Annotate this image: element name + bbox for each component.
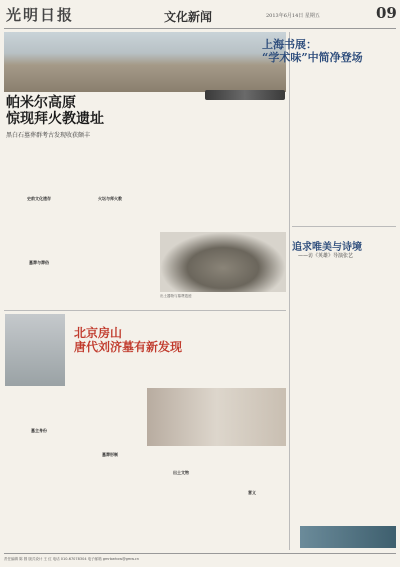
pamir-headline-line1: 帕米尔高原	[6, 95, 76, 111]
beijing-body-col1	[5, 390, 73, 550]
pamir-headline-line2: 惊现拜火教遗址	[6, 111, 104, 127]
shanghai-headline-line2: “学术味”中简净登场	[262, 51, 363, 64]
pamir-subhead-3: 墓葬与葬俗	[29, 260, 49, 265]
page-number: 09	[376, 4, 397, 22]
tomb-photo	[5, 314, 65, 386]
beijing-body-col4	[218, 450, 286, 550]
paper-name: 光明日报	[6, 6, 75, 24]
right-divider	[292, 226, 396, 227]
poetry-subheadline: ——访《英雄》导演张艺	[298, 253, 354, 259]
beijing-headline-line2: 唐代刘济墓有新发现	[74, 340, 183, 354]
pamir-landscape-photo	[4, 32, 286, 92]
pamir-body-col3	[147, 140, 215, 230]
beijing-subhead-4: 意义	[248, 490, 256, 495]
masthead	[4, 4, 396, 29]
beijing-body-col2	[76, 390, 144, 550]
pamir-subhead-1: 史前文化遗存	[27, 196, 51, 201]
pamir-headline	[6, 95, 104, 127]
bowl-photo	[160, 232, 286, 292]
beijing-subhead-1: 墓主身份	[31, 428, 47, 433]
shanghai-body-col1	[262, 70, 327, 220]
section-title: 文化新闻	[164, 10, 213, 24]
shanghai-body-col2	[330, 70, 395, 220]
beijing-subhead-3: 出土文物	[173, 470, 189, 475]
ad-banner	[300, 526, 396, 548]
issue-date: 2013年6月14日 星期五	[266, 13, 320, 19]
beijing-subhead-2: 墓葬形制	[102, 452, 118, 457]
pamir-subhead-2: 火坛与拜火教	[98, 196, 122, 201]
shanghai-headline	[262, 38, 396, 64]
beijing-headline	[74, 326, 182, 354]
shanghai-headline-line1: 上海书展：	[262, 38, 317, 51]
poetry-body-col2	[345, 262, 396, 522]
footer: 责任编辑 陈 圆 版式设计 王 红 电话 010-67078304 电子邮箱 gmrbwhxw@gmw.cn	[4, 553, 396, 564]
divider	[4, 310, 286, 311]
poetry-headline: 追求唯美与诗境	[292, 242, 362, 253]
poetry-body-col1	[292, 262, 342, 522]
beijing-body-col3	[147, 450, 215, 550]
pamir-caption: 出土器物与墓葬遗迹	[160, 294, 192, 298]
pamir-body-col1	[5, 140, 73, 290]
beijing-headline-line1: 北京房山	[74, 326, 123, 340]
pamir-body-col2	[76, 140, 144, 290]
mural-photo	[147, 388, 286, 446]
pamir-subheadline: 黑白石墓葬群考古发现收获颇丰	[6, 132, 91, 139]
